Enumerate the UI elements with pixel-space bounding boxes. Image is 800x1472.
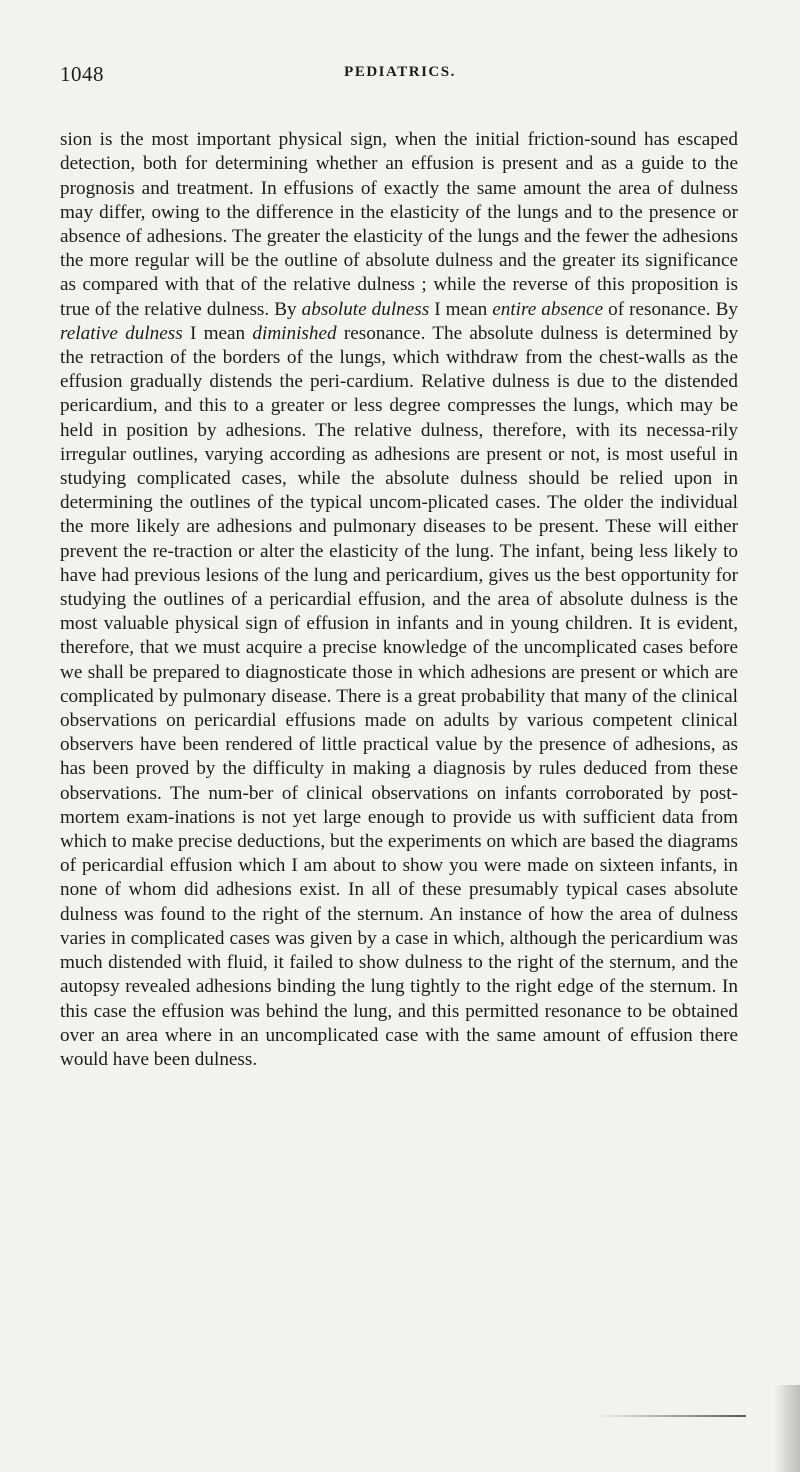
italic-term-absolute-dulness: absolute dulness (301, 298, 430, 320)
italic-term-diminished: diminished (252, 322, 337, 344)
text-run: I mean (434, 298, 488, 320)
italic-term-relative-dulness: relative dulness (60, 322, 183, 344)
text-run: resonance. The absolute dulness is determined by the retraction of the borders of the lungs, which withdraw from the chest-walls as the effusion gradually distends the peri-cardium. Relative dulness is due to the distended pericardium, and this to a greater or less degree compresses the lungs, which may be held in position by adhesions. The relative dulness, therefore, with its necessa-rily irregular outlines, varying according as adhesions are present or not, is most useful in studying complicated cases, while the absolute dulness should be relied upon in determining the outlines of the typical uncom-plicated cases. The older the individual the more likely are adhesions and pulmonary diseases to be present. These will either prevent the re-traction or alter the elasticity of the lung. The infant, being less likely to have had previous lesions of the lung and pericardium, gives us the best opportunity for studying the outlines of a pericardial effusion, and the area of absolute dulness is the most valuable physical sign of effusion in infants and in young children. It is evident, therefore, that we must acquire a precise knowledge of the uncomplicated cases before we shall be prepared to diagnosticate those in which adhesions are present or which are complicated by pulmonary disease. There is a great probability that many of the clinical observations on pericardial effusions made on adults by various competent clinical observers have been rendered of little practical value by the presence of adhesions, as has been proved by the difficulty in making a diagnosis by rules deduced from these observations. The num-ber of clinical observations on infants corroborated by post-mortem exam-inations is not yet large enough to provide us with sufficient data from which to make precise deductions, but the experiments on which are based the diagrams of pericardial effusion which I am about to show you were made on sixteen infants, in none of whom did adhesions exist. In all of these presumably typical cases absolute dulness was found to the right of the sternum. An instance of how the area of dulness varies in complicated cases was given by a case in which, although the pericardium was much distended with fluid, it failed to show dulness to the right of the sternum, and the autopsy revealed adhesions binding the lung tightly to the right edge of the sternum. In this case the effusion was behind the lung, and this permitted resonance to be obtained over an area where in an uncomplicated case with the same amount of effusion there would have been dulness. (60, 322, 739, 1070)
page-header (60, 62, 740, 86)
text-run: of resonance. By (608, 298, 739, 320)
body-paragraph (60, 128, 738, 1072)
page-edge-shadow (774, 1385, 800, 1472)
page-number: 1048 (60, 62, 104, 86)
text-run: I mean (189, 322, 246, 344)
text-run: sion is the most important physical sign, when the initial friction-sound has escaped detection, both for determining whether an effusion is present and as a guide to the prognosis and treatment. In effusions of exactly the same amount the area of dulness may differ, owing to the difference in the elasticity of the lungs and to the presence or absence of adhesions. The greater the elasticity of the lungs and the fewer the adhesions the more regular will be the outline of absolute dulness and the greater its significance as compared with that of the relative dulness ; while the reverse of this proposition is true of the relative dulness. By (60, 129, 738, 320)
running-title: PEDIATRICS. (344, 64, 456, 80)
footer-rule (596, 1415, 746, 1417)
italic-term-entire-absence: entire absence (492, 298, 604, 320)
